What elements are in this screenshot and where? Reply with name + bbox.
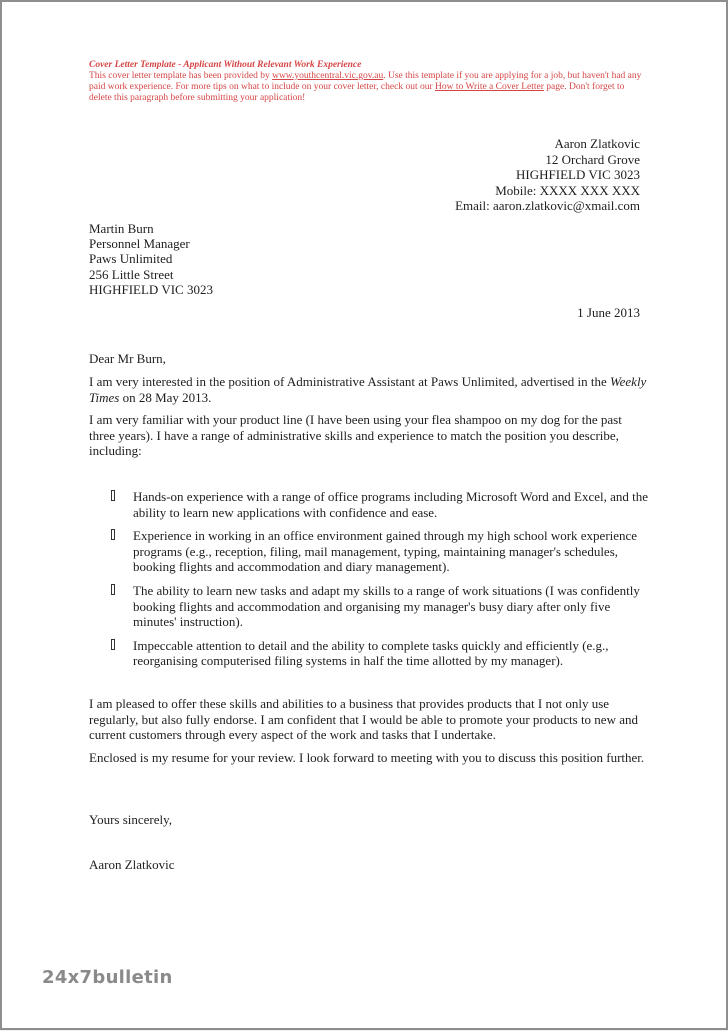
- template-instructions: [89, 60, 649, 104]
- sender-name: Aaron Zlatkovic: [554, 136, 640, 151]
- paragraph-2-text: I am very familiar with your product line (I have been using your flea shampoo on my dog for the past three years). I have a range of administrative skills and experience to match the position you describe, including:: [89, 412, 622, 459]
- sender-address: [455, 136, 640, 214]
- list-item-text: The ability to learn new tasks and adapt my skills to a range of work situations (I was confidently booking flights and accommodation and organising my manager's busy diary after only five minutes' instruction).: [133, 582, 640, 630]
- paragraph-1-start: I am very interested in the position of Administrative Assistant at Paws Unlimited, advertised in the: [89, 374, 607, 389]
- recipient-title: Personnel Manager: [89, 236, 190, 252]
- salutation-text: Dear Mr Burn,: [89, 351, 166, 366]
- template-title: Cover Letter Template - Applicant Without Relevant Work Experience: [89, 60, 362, 70]
- salutation: [89, 351, 647, 367]
- sender-street: 12 Orchard Grove: [545, 151, 640, 167]
- youthcentral-link[interactable]: www.youthcentral.vic.gov.au: [272, 71, 384, 81]
- skills-list: [110, 489, 650, 676]
- paragraph-1-end: on 28 May 2013.: [122, 389, 212, 405]
- newspaper-name: Weekly Times: [89, 374, 647, 405]
- recipient-company: Paws Unlimited: [89, 251, 173, 267]
- list-item: [110, 583, 650, 630]
- list-item-text: Hands-on experience with a range of office programs including Microsoft Word and Excel, and the ability to learn new applications with confidence and ease.: [133, 489, 649, 520]
- paragraph-3-text: I am pleased to offer these skills and abilities to a business that provides products that I not only use regularly, but also fully endorse. I am confident that I would be able to promote your products to new and current customers through every aspect of the work and tasks that I undertake.: [89, 696, 638, 743]
- list-item: [110, 638, 650, 669]
- how-to-write-link[interactable]: How to Write a Cover Letter: [435, 82, 544, 92]
- recipient-address: [89, 221, 213, 297]
- paragraph-1-text: [89, 374, 647, 405]
- list-item: [110, 489, 650, 520]
- list-item-text: Impeccable attention to detail and the ability to complete tasks quickly and efficiently (e.g., reorganising computerised filing systems in half the time allotted by my manager).: [133, 637, 609, 669]
- sender-city: HIGHFIELD VIC 3023: [516, 167, 640, 183]
- recipient-street: 256 Little Street: [89, 266, 174, 282]
- list-item: [110, 528, 650, 575]
- closing: [89, 812, 647, 828]
- paragraph-3: [89, 696, 647, 743]
- instructions-text-2: . Use this template if you are applying for a job, but haven't had any paid work experience. For more tips on what to include on your cover letter, check out our: [89, 71, 642, 92]
- paragraph-2: [89, 412, 647, 459]
- list-item-text: Experience in working in an office environment gained through my high school work experience programs (e.g., reception, filing, mail management, typing, maintaining manager's schedules, booking flights and accommodation and diary management).: [133, 528, 638, 575]
- watermark: 24x7bulletin: [42, 967, 173, 988]
- sender-email: Email: aaron.zlatkovic@xmail.com: [455, 198, 640, 214]
- signature: [89, 857, 647, 873]
- instructions-text-3: page. Don't forget to delete this paragraph before submitting your application!: [89, 82, 625, 103]
- letter-date: 1 June 2013: [577, 305, 640, 320]
- recipient-city: HIGHFIELD VIC 3023: [89, 281, 213, 297]
- bullet-icon: [111, 529, 115, 540]
- signature-name: Aaron Zlatkovic: [89, 857, 175, 872]
- sender-mobile: Mobile: XXXX XXX XXX: [495, 182, 640, 198]
- recipient-name: Martin Burn: [89, 221, 154, 236]
- paragraph-4: [89, 750, 647, 766]
- bullet-icon: [111, 584, 115, 595]
- paragraph-1: [89, 374, 647, 405]
- bullet-icon: [111, 490, 115, 501]
- closing-text: Yours sincerely,: [89, 812, 173, 827]
- paragraph-4-text: Enclosed is my resume for your review. I look forward to meeting with you to discuss this position further.: [89, 750, 645, 765]
- bullet-icon: [111, 639, 115, 650]
- instructions-text-1: This cover letter template has been provided by: [89, 71, 270, 81]
- template-instructions-text: [89, 71, 649, 104]
